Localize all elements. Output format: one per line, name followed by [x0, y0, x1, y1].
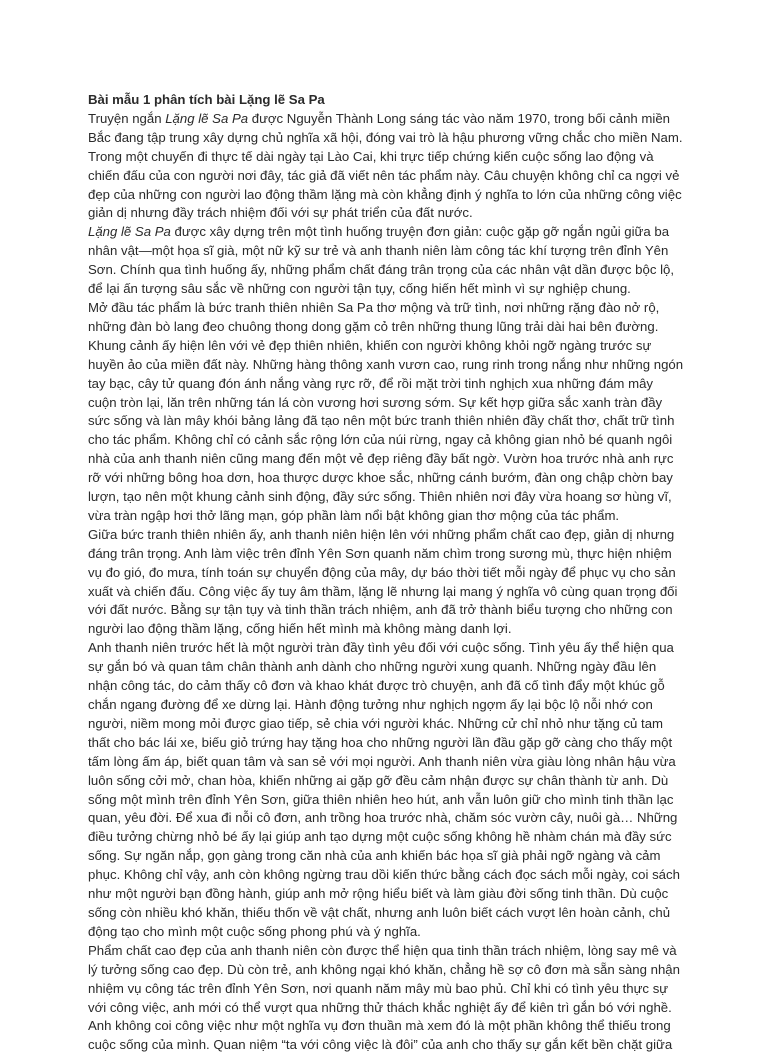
paragraph-situation	[88, 223, 684, 299]
article	[88, 91, 684, 1055]
work-title: Lặng lẽ Sa Pa	[165, 110, 249, 126]
paragraph-intro-lead: Truyện ngắn	[88, 110, 166, 126]
paragraph-intro-body: được Nguyễn Thành Long sáng tác vào năm 1970, trong bối cảnh miền Bắc đang tập trung xây dựng chủ nghĩa xã hội, đóng vai trò là hậu phương vững chắc cho miền Nam. Trong một chuyến đi thực tế dài ngày tại Lào Cai, khi trực tiếp chứng kiến cuộc sống lao động và chiến đấu của con người nơi đây, tác giả đã viết nên tác phẩm này. Câu chuyện không chỉ ca ngợi vẻ đẹp của những con người lao động thầm lặng mà còn khẳng định ý nghĩa to lớn của những công việc giản dị nhưng đầy trách nhiệm đối với sự phát triển của đất nước.	[88, 110, 683, 221]
paragraph-love-of-life: Anh thanh niên trước hết là một người tràn đầy tình yêu đối với cuộc sống. Tình yêu ấy thể hiện qua sự gắn bó và quan tâm chân thành anh dành cho những người xung quanh. Những ngày đầu lên nhận công tác, do cảm thấy cô đơn và khao khát được trò chuyện, anh đã cố tình đẩy một khúc gỗ chắn ngang đường để xe dừng lại. Hành động tưởng như nghịch ngợm ấy lại bộc lộ nỗi nhớ con người, niềm mong mỏi được giao tiếp, sẻ chia với người khác. Những cử chỉ nhỏ như tặng củ tam thất cho bác lái xe, biếu giỏ trứng hay tặng hoa cho những người lần đầu gặp gỡ càng cho thấy một tấm lòng ấm áp, biết quan tâm và san sẻ với mọi người. Anh thanh niên vừa giàu lòng nhân hậu vừa luôn sống cởi mở, chan hòa, khiến những ai gặp gỡ đều cảm nhận được sự chân thành từ anh. Dù sống một mình trên đỉnh Yên Sơn, giữa thiên nhiên heo hút, anh vẫn luôn giữ cho mình tinh thần lạc quan, yêu đời. Để xua đi nỗi cô đơn, anh trồng hoa trước nhà, chăm sóc vườn cây, nuôi gà… Những điều tưởng chừng nhỏ bé ấy lại giúp anh tạo dựng một cuộc sống không hề nhàm chán mà đầy sức sống. Sự ngăn nắp, gọn gàng trong căn nhà của anh khiến bác họa sĩ già phải ngỡ ngàng và cảm phục. Không chỉ vậy, anh còn không ngừng trau dồi kiến thức bằng cách đọc sách mỗi ngày, coi sách như một người bạn đồng hành, giúp anh mở rộng hiểu biết và làm giàu đời sống tinh thần. Dù cuộc sống còn nhiều khó khăn, thiếu thốn về vật chất, nhưng anh luôn biết cách vượt lên hoàn cảnh, chủ động tạo cho mình một cuộc sống phong phú và ý nghĩa.	[88, 640, 680, 939]
paragraph-responsibility: Phẩm chất cao đẹp của anh thanh niên còn được thể hiện qua tinh thần trách nhiệm, lòng say mê và lý tưởng sống cao đẹp. Dù còn trẻ, anh không ngại khó khăn, chẳng hề sợ cô đơn mà sẵn sàng nhận nhiệm vụ công tác trên đỉnh Yên Sơn, nơi quanh năm mây mù bao phủ. Chỉ khi có tình yêu thực sự với công việc, anh mới có thể vượt qua những thử thách khắc nghiệt ấy để kiên trì gắn bó với nghề. Anh không coi công việc như một nghĩa vụ đơn thuần mà xem đó là một phần không thể thiếu trong cuộc sống của mình. Quan niệm “ta với công việc là đôi” của anh cho thấy sự gắn kết bền chặt giữa	[88, 942, 680, 1053]
article-title: Bài mẫu 1 phân tích bài Lặng lẽ Sa Pa	[88, 92, 325, 107]
paragraph-young-man: Giữa bức tranh thiên nhiên ấy, anh thanh niên hiện lên với những phẩm chất cao đẹp, giản dị nhưng đáng trân trọng. Anh làm việc trên đỉnh Yên Sơn quanh năm chìm trong sương mù, thực hiện nhiệm vụ đo gió, đo mưa, tính toán sự chuyển động của mây, dự báo thời tiết mỗi ngày để phục vụ cho sản xuất và chiến đấu. Công việc ấy tuy âm thầm, lặng lẽ nhưng lại mang ý nghĩa vô cùng quan trọng đối với đất nước. Bằng sự tận tụy và tinh thần trách nhiệm, anh đã trở thành biểu tượng cho những con người lao động thầm lặng, cống hiến hết mình mà không màng danh lợi.	[88, 526, 678, 637]
paragraph-situation-body: được xây dựng trên một tình huống truyện đơn giản: cuộc gặp gỡ ngắn ngủi giữa ba nhân vật—một họa sĩ già, một nữ kỹ sư trẻ và anh thanh niên làm công tác khí tượng trên đỉnh Yên Sơn. Chính qua tình huống ấy, những phẩm chất đáng trân trọng của các nhân vật dần được bộc lộ, để lại ấn tượng sâu sắc về những con người tận tụy, cống hiến hết mình vì sự nghiệp chung.	[88, 224, 675, 297]
paragraph-intro	[88, 110, 684, 223]
paragraph-nature: Mở đầu tác phẩm là bức tranh thiên nhiên Sa Pa thơ mộng và trữ tình, nơi những rặng đào nở rộ, những đàn bò lang đeo chuông thong dong gặm cỏ trên những thung lũng trải dài hai bên đường. Khung cảnh ấy hiện lên với vẻ đẹp thiên nhiên, khiến con người không khỏi ngỡ ngàng trước sự huyền ảo của miền đất này. Những hàng thông xanh vươn cao, rung rinh trong nắng như những ngón tay bạc, cây tử quang đón ánh nắng vàng rực rỡ, để rồi mặt trời tinh nghịch xua những đám mây cuộn tròn lại, lăn trên những tán lá còn vương hơi sương sớm. Sự kết hợp giữa sắc xanh tràn đầy sức sống và làn mây khói bảng lảng đã tạo nên một bức tranh thiên nhiên đầy chất thơ, chất trữ tình cho tác phẩm. Không chỉ có cảnh sắc rộng lớn của núi rừng, ngay cả không gian nhỏ bé quanh ngôi nhà của anh thanh niên cũng mang đến một vẻ đẹp riêng đầy bất ngờ. Vườn hoa trước nhà anh rực rỡ với những bông hoa dơn, hoa thược dược khoe sắc, những cánh bướm, đàn ong chập chờn bay lượn, tạo nên một khung cảnh sinh động, đầy sức sống. Thiên nhiên nơi đây vừa hoang sơ hùng vĩ, vừa tràn ngập hơi thở lãng mạn, góp phần làm nổi bật không gian thơ mộng của tác phẩm.	[88, 299, 684, 523]
work-title: Lặng lẽ Sa Pa	[88, 224, 171, 240]
